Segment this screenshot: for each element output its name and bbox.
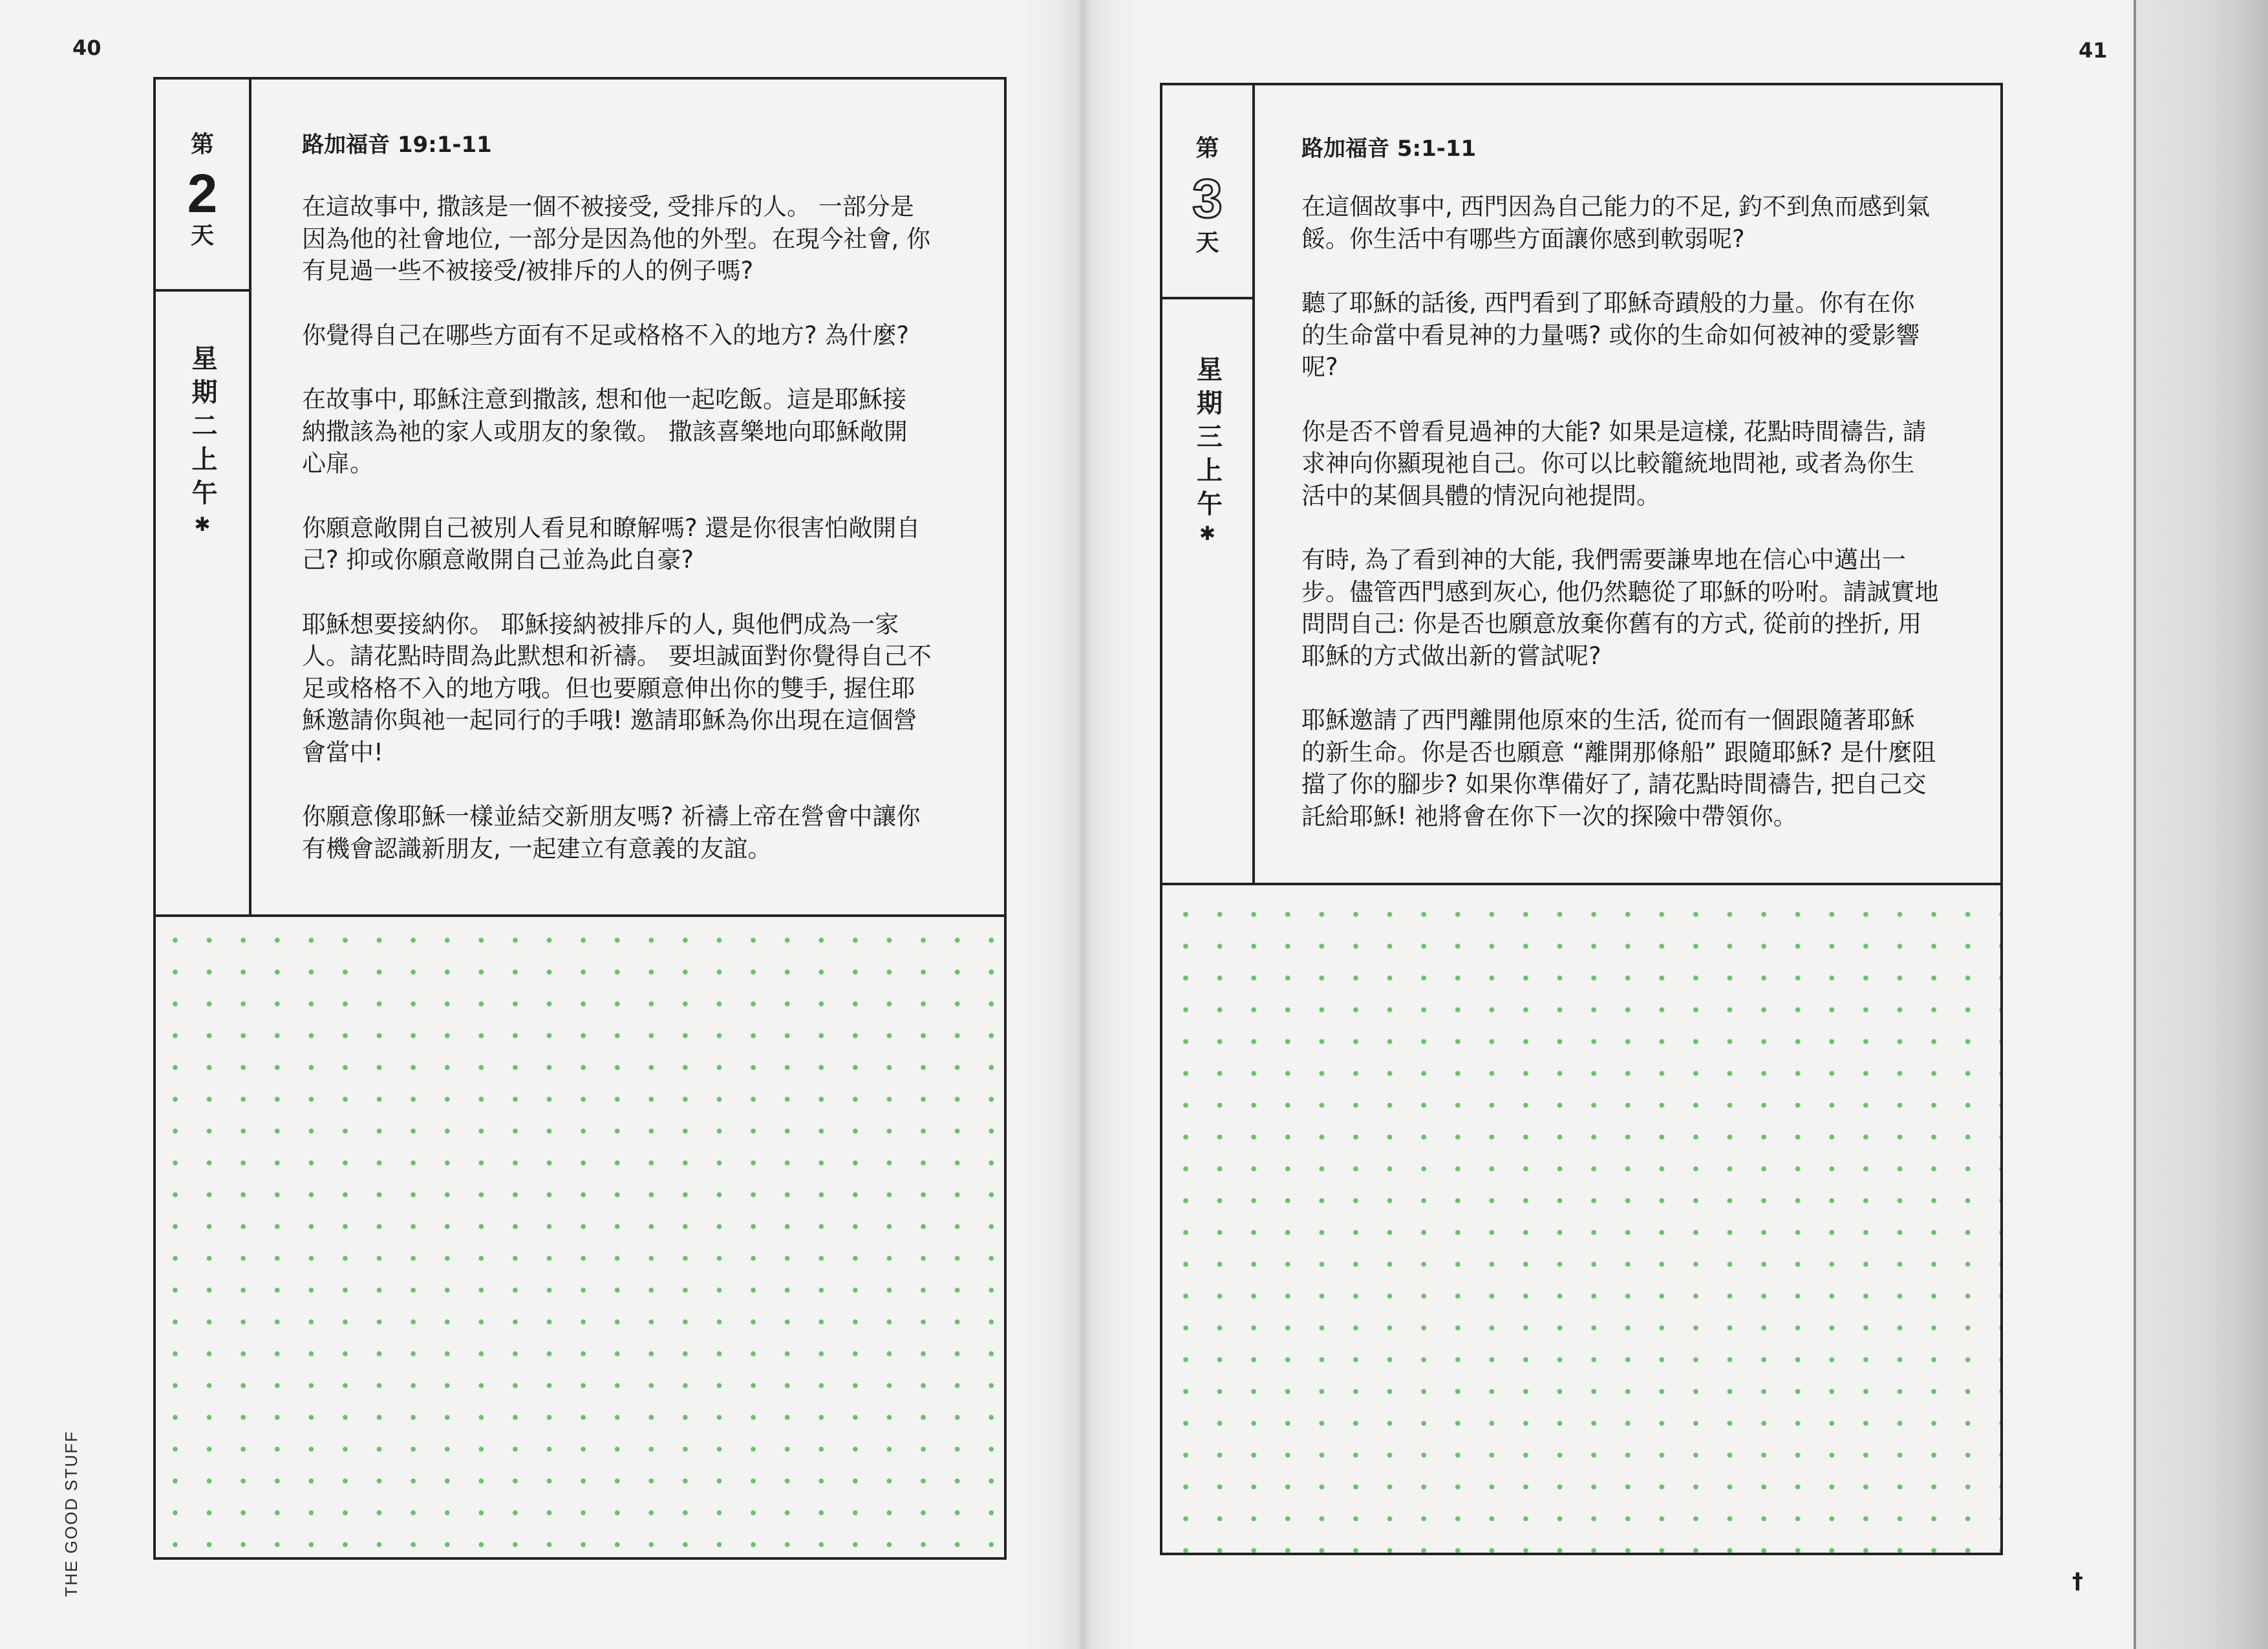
text-line: 耶穌邀請了西門離開他原來的生活, 從而有一個跟隨著耶穌	[1301, 706, 1915, 734]
text-line: 耶穌想要接納你。 耶穌接納被排斥的人, 與他們成為一家	[302, 610, 899, 638]
text-line: 會當中!	[302, 738, 383, 766]
text-line: 擋了你的腳步? 如果你準備好了, 請花點時間禱告, 把自己交	[1301, 770, 1927, 798]
text-line: 呢?	[1301, 353, 1338, 381]
text-line: 有時, 為了看到神的大能, 我們需要謙卑地在信心中邁出一	[1301, 546, 1907, 574]
passage-title: 路加福音 5:1-11	[1301, 136, 1477, 162]
passage-title: 路加福音 19:1-11	[302, 132, 492, 158]
day-suffix: 天	[190, 222, 214, 249]
day-entry-box	[153, 77, 1007, 1560]
text-line: 穌邀請你與祂一起同行的手哦! 邀請耶穌為你出現在這個營	[302, 706, 917, 734]
day-prefix: 第	[190, 131, 214, 158]
day-number: 3	[1192, 168, 1223, 229]
text-line: 納撒該為祂的家人或朋友的象徵。 撒該喜樂地向耶穌敞開	[302, 417, 908, 446]
day-side-column	[156, 80, 249, 914]
text-line: 你願意敞開自己被別人看見和瞭解嗎? 還是你很害怕敞開自	[302, 513, 921, 542]
page-stack-edge	[2134, 0, 2268, 1649]
reflection-paragraph	[302, 319, 932, 352]
reflection-paragraph	[302, 801, 932, 865]
page-number: 41	[2079, 38, 2108, 63]
text-line: 託給耶穌! 祂將會在你下一次的探險中帶領你。	[1301, 802, 1797, 830]
reflection-paragraph	[1301, 704, 1939, 832]
text-line: 的生命當中看見神的力量嗎? 或你的生命如何被神的愛影響	[1301, 321, 1920, 349]
left-page	[0, 0, 1099, 1649]
reflection-paragraph	[302, 383, 932, 480]
reflection-paragraph	[1301, 191, 1939, 255]
day-number: 2	[187, 163, 218, 224]
column-divider-line	[249, 80, 251, 914]
session-label: 星期三上午	[1192, 356, 1223, 524]
book-title-vertical: THE GOOD STUFF	[61, 1430, 81, 1597]
text-line: 問問自己: 你是否也願意放棄你舊有的方式, 從前的挫折, 用	[1301, 610, 1922, 638]
text-line: 的新生命。你是否也願意 “離開那條船” 跟隨耶穌? 是什麼阻	[1301, 738, 1936, 766]
reflection-paragraph	[302, 191, 932, 287]
column-divider-line	[1252, 85, 1255, 883]
reflection-paragraph	[1301, 416, 1939, 512]
dot-grid-notes-area	[1162, 885, 2000, 1553]
text-line: 活中的某個具體的情況向祂提問。	[1301, 481, 1660, 510]
text-line: 足或格格不入的地方哦。但也要願意伸出你的雙手, 握住耶	[302, 674, 915, 702]
text-line: 心扉。	[302, 449, 374, 477]
text-line: 在故事中, 耶穌注意到撒該, 想和他一起吃飯。這是耶穌接	[302, 385, 907, 413]
text-line: 己? 抑或你願意敞開自己並為此自豪?	[302, 546, 694, 574]
session-label-wrap	[1162, 356, 1252, 524]
text-line: 人。請花點時間為此默想和祈禱。 要坦誠面對你覺得自己不	[302, 642, 932, 670]
text-line: 你願意像耶穌一樣並結交新朋友嗎? 祈禱上帝在營會中讓你	[302, 803, 921, 830]
page-number: 40	[72, 36, 102, 60]
asterisk-icon: ✱	[194, 513, 211, 536]
reflection-paragraph	[1301, 287, 1939, 383]
reflection-paragraph	[302, 512, 932, 576]
text-line: 你是否不曾看見過神的大能? 如果是這樣, 花點時間禱告, 請	[1301, 417, 1927, 446]
text-line: 餒。你生活中有哪些方面讓你感到軟弱呢?	[1301, 224, 1745, 253]
reflection-text	[302, 191, 932, 897]
day-prefix: 第	[1195, 135, 1219, 162]
reflection-text	[1301, 191, 1939, 865]
text-line: 有機會認識新朋友, 一起建立有意義的友誼。	[302, 834, 772, 863]
day-side-column	[1162, 85, 1252, 883]
session-label: 星期二上午	[187, 345, 217, 513]
text-line: 有見過一些不被接受/被排斥的人的例子嗎?	[302, 257, 754, 285]
text-line: 耶穌的方式做出新的嘗試呢?	[1301, 641, 1601, 670]
reflection-paragraph	[1301, 544, 1939, 672]
text-line: 聽了耶穌的話後, 西門看到了耶穌奇蹟般的力量。你有在你	[1301, 289, 1915, 317]
reflection-paragraph	[302, 609, 932, 769]
text-line: 你覺得自己在哪些方面有不足或格格不入的地方? 為什麼?	[302, 321, 910, 349]
text-line: 求神向你顯現祂自己。你可以比較籠統地問祂, 或者為你生	[1301, 449, 1915, 477]
day-entry-box	[1160, 83, 2003, 1555]
cross-icon: †	[2072, 1568, 2083, 1594]
right-page	[1099, 0, 2134, 1649]
text-line: 在這故事中, 撒該是一個不被接受, 受排斥的人。 一部分是	[302, 193, 914, 221]
day-suffix: 天	[1195, 230, 1219, 256]
text-line: 步。儘管西門感到灰心, 他仍然聽從了耶穌的吩咐。請誠實地	[1301, 577, 1939, 606]
session-label-wrap	[156, 345, 249, 513]
text-line: 在這個故事中, 西門因為自己能力的不足, 釣不到魚而感到氣	[1301, 193, 1931, 221]
asterisk-icon: ✱	[1199, 523, 1216, 545]
dot-grid-notes-area	[156, 917, 1004, 1557]
text-line: 因為他的社會地位, 一部分是因為他的外型。在現今社會, 你	[302, 224, 931, 253]
